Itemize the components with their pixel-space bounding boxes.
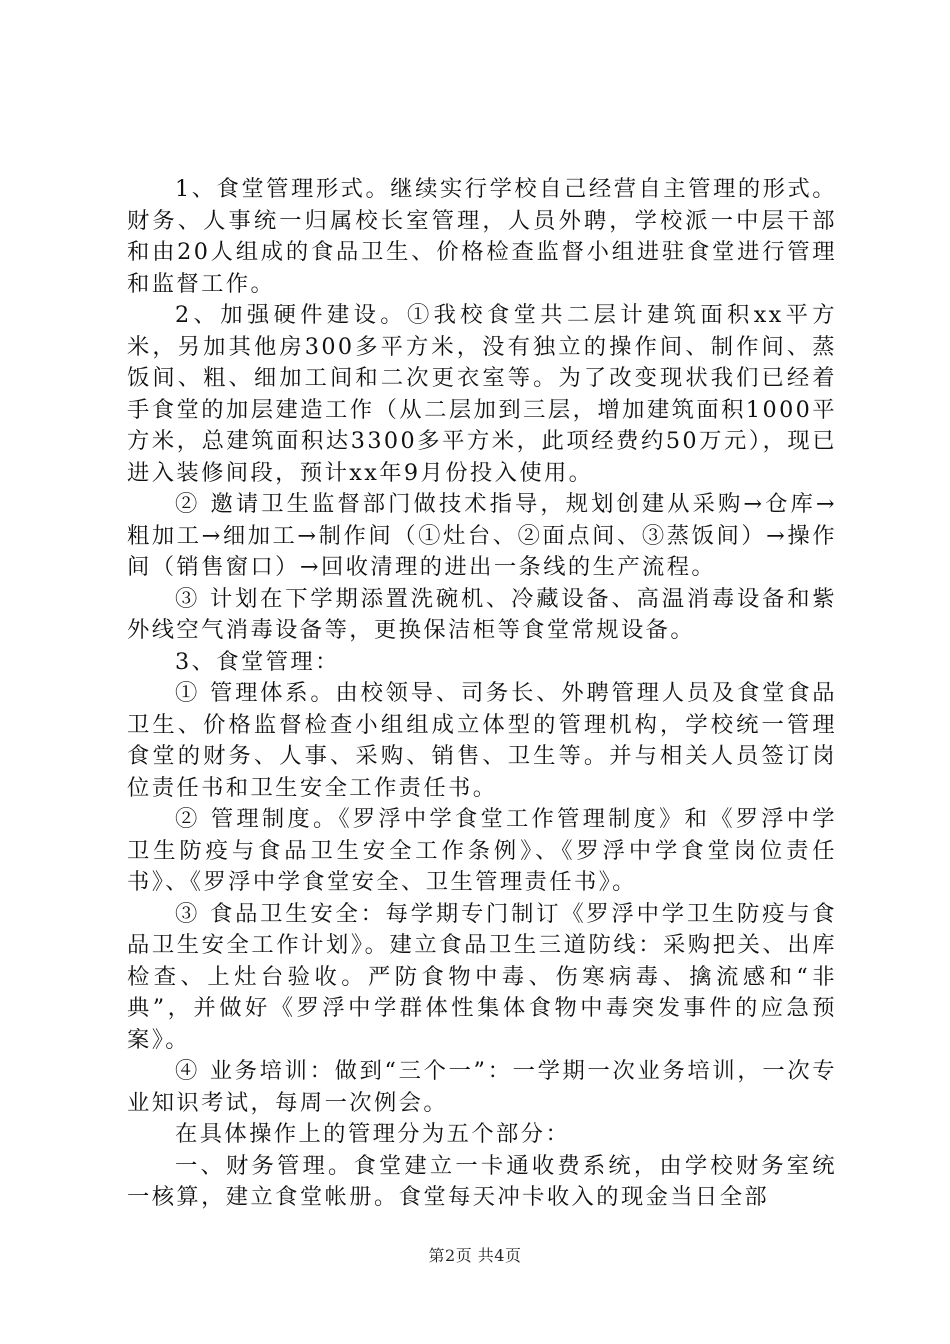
page-number-footer: 第2页 共4页 [428, 1246, 522, 1265]
paragraph-health-supervision-guidance: ② 邀请卫生监督部门做技术指导，规划创建从采购→仓库→粗加工→细加工→制作间（①灶台、②面点间、③蒸饭间）→操作间（销售窗口）→回收清理的进出一条线的生产流程。 [127, 491, 837, 580]
document-body [127, 174, 837, 1214]
paragraph-five-parts-intro: 在具体操作上的管理分为五个部分： [175, 1121, 571, 1147]
paragraph-management-rules: ② 管理制度。《罗浮中学食堂工作管理制度》和《罗浮中学卫生防疫与食品卫生安全工作条例》、《罗浮中学食堂岗位责任书》、《罗浮中学食堂安全、卫生管理责任书》。 [127, 806, 837, 895]
paragraph-food-safety: ③ 食品卫生安全：每学期专门制订《罗浮中学卫生防疫与食品卫生安全工作计划》。建立食品卫生三道防线：采购把关、出库检查、上灶台验收。严防食物中毒、伤寒病毒、擒流感和“非典”，并做好《罗浮中学群体性集体食物中毒突发事件的应急预案》。 [127, 900, 837, 1053]
paragraph-equipment-plan: ③ 计划在下学期添置洗碗机、冷藏设备、高温消毒设备和紫外线空气消毒设备等，更换保洁柜等食堂常规设备。 [127, 585, 837, 643]
paragraph-canteen-management-form: 1、食堂管理形式。继续实行学校自己经营自主管理的形式。财务、人事统一归属校长室管理，人员外聘，学校派一中层干部和由20人组成的食品卫生、价格检查监督小组进驻食堂进行管理和监督工作。 [127, 176, 837, 297]
paragraph-finance-management: 一、财务管理。食堂建立一卡通收费系统，由学校财务室统一核算，建立食堂帐册。食堂每天冲卡收入的现金当日全部 [127, 1152, 837, 1210]
paragraph-business-training: ④ 业务培训：做到“三个一”：一学期一次业务培训，一次专业知识考试，每周一次例会。 [127, 1058, 837, 1116]
paragraph-management-system: ① 管理体系。由校领导、司务长、外聘管理人员及食堂食品卫生、价格监督检查小组组成立体型的管理机构，学校统一管理食堂的财务、人事、采购、销售、卫生等。并与相关人员签订岗位责任书和卫生安全工作责任书。 [127, 680, 837, 801]
paragraph-hardware-construction: 2、加强硬件建设。①我校食堂共二层计建筑面积xx平方米，另加其他房300多平方米，没有独立的操作间、制作间、蒸饭间、粗、细加工间和二次更衣室等。为了改变现状我们已经着手食堂的加层建造工作（从二层加到三层，增加建筑面积1000平方米，总建筑面积达3300多平方米，此项经费约50万元），现已进入装修间段，预计xx年9月份投入使用。 [127, 302, 837, 486]
paragraph-canteen-management-heading: 3、食堂管理： [175, 648, 340, 675]
